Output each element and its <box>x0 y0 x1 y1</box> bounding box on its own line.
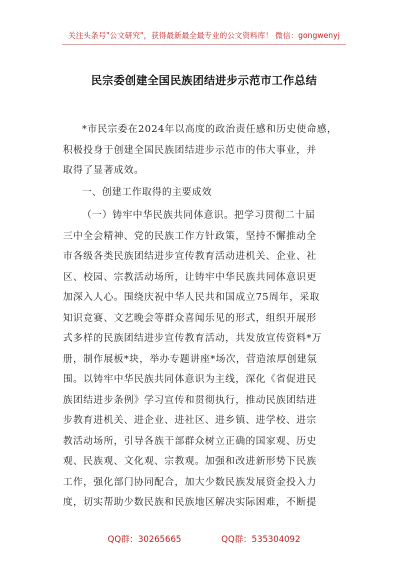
paragraph-line: （一）铸牢中华民族共同体意识。把学习贯彻二十届 <box>82 210 316 221</box>
paragraph-line: 度，切实帮助少数民族和民族地区解决实际困难，不断提 <box>63 497 317 508</box>
paragraph-line: 观、民族观、文化观、宗教观。加强和改进新形势下民族 <box>63 456 317 467</box>
footer-qq-group-2: QQ群：535304092 <box>221 535 301 545</box>
header-note: 关注头条号"公文研究"，获得最新最全最专业的公文资料库！ 微信：gongwenyj <box>68 31 340 40</box>
paragraph-line: 加深入人心。围绕庆祝中华人民共和国成立75周年，采取 <box>63 292 320 303</box>
footer-qq-group-1: QQ群：30265665 <box>107 535 182 545</box>
intro-line: *市民宗委在2024年以高度的政治责任感和历史使命感， <box>82 124 338 135</box>
paragraph-line: 族团结进步条例》学习宣传和贯彻执行，推动民族团结进 <box>63 394 317 406</box>
intro-line: 取得了显著成效。 <box>63 165 145 176</box>
paragraph-line: 教活动场所，引导各族干部群众树立正确的国家观、历史 <box>63 435 317 447</box>
paragraph-line: 市各级各类民族团结进步宣传教育活动进机关、企业、社 <box>63 251 317 262</box>
paragraph-line: 区、校园、宗教活动场所，让铸牢中华民族共同体意识更 <box>63 271 317 283</box>
footer-contacts <box>0 533 408 545</box>
intro-paragraph <box>63 120 350 182</box>
paragraph-line: 步教育进机关、进企业、进社区、进乡镇、进学校、进宗 <box>63 415 317 426</box>
body-paragraph <box>63 206 350 514</box>
paragraph-line: 册，制作展板*块，举办专题讲座*场次，营造浓厚创建氛 <box>63 353 318 365</box>
paragraph-line: 知识竞赛、文艺晚会等群众喜闻乐见的形式，组织开展形 <box>63 312 317 324</box>
intro-line: 积极投身于创建全国民族团结进步示范市的伟大事业，并 <box>63 144 317 156</box>
paragraph-line: 式多样的民族团结进步宣传教育活动，共发放宣传资料*万 <box>63 333 322 344</box>
paragraph-line: 围。以铸牢中华民族共同体意识为主线，深化《省促进民 <box>63 374 317 385</box>
header-divider <box>62 44 346 45</box>
paragraph-line: 三中全会精神、党的民族工作方针政策，坚持不懈推动全 <box>63 230 317 242</box>
section-heading: 一、创建工作取得的主要成效 <box>82 187 212 198</box>
paragraph-line: 工作，强化部门协同配合，加大少数民族发展资金投入力 <box>63 476 317 488</box>
document-title: 民宗委创建全国民族团结进步示范市工作总结 <box>91 74 317 87</box>
